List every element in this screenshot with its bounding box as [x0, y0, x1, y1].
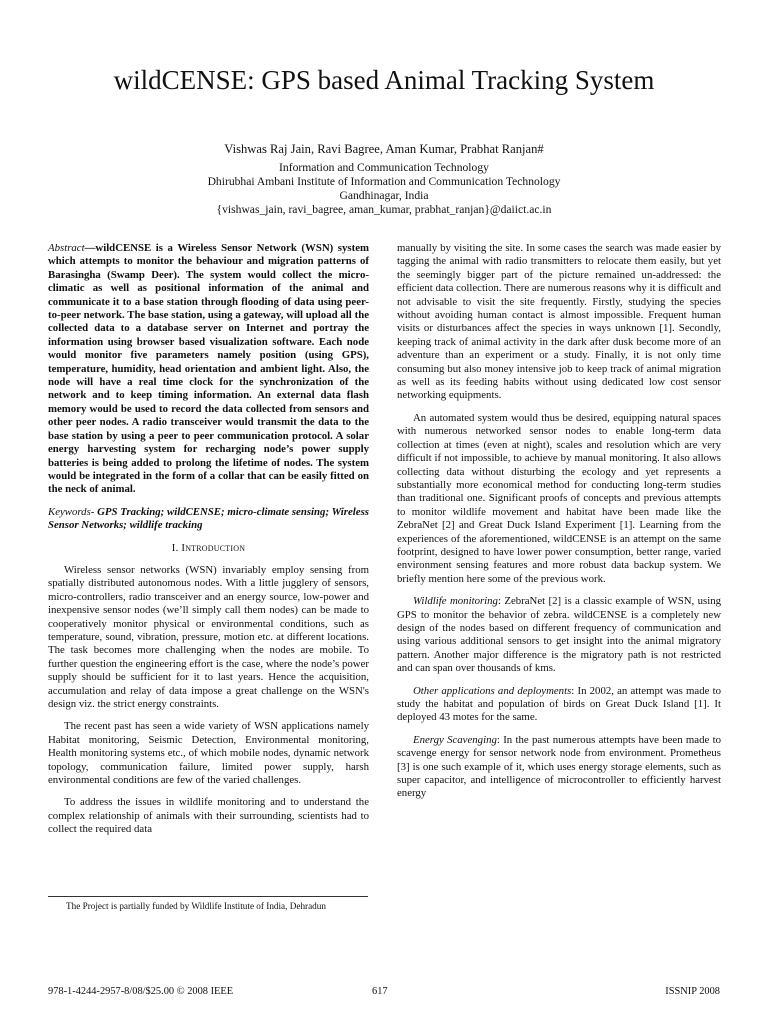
keywords-label: Keywords- — [48, 505, 95, 518]
body-paragraph — [397, 595, 721, 675]
body-paragraph: To address the issues in wildlife monitoring and to understand the complex relationship of animals with their surrounding, scientists had to collect the required data — [48, 796, 369, 836]
paragraph-lead: Energy Scavenging — [413, 733, 497, 746]
funding-footnote: The Project is partially funded by Wildlife Institute of India, Dehradun — [66, 901, 326, 911]
footnote-divider — [48, 896, 368, 897]
abstract-text: —wildCENSE is a Wireless Sensor Network (WSN) system which attempts to monitor the behaviour and migration patterns of Barasingha (Swamp Deer). The system would collect the micro-climatic as well as positional information of the animal and communicate it to a base station through flooding of data using peer-to-peer network. The base station, using a gateway, will upload all the collected data to a database server on Internet and portray the information using browser based visualization software. Each node would monitor five parameters namely position (using GPS), temperature, humidity, head orientation and ambient light. Also, the node will have a real time clock for the synchronization of the network and to keep timing information. An external data flash memory would be used to record the data collected from sensors and other peer nodes. A radio transceiver would transmit the data to the base station by using a peer to peer communication protocol. A solar energy harvesting system for recharging node’s power supply batteries is being added to prolong the lifetime of nodes. The system would be integrated in the form of a collar that can be easily fitted on the neck of animal. — [48, 242, 369, 496]
paragraph-text: : ZebraNet [2] is a classic example of WSN, using GPS to monitor the behavior of zebra. wildCENSE is a completely new design of the nodes based on different frequency of communication and using various additional sensors to get insight into the animal migratory pattern. Another major difference is the migratory path is not restricted and can span over thousands of kms. — [397, 595, 721, 675]
paragraph-lead: Wildlife monitoring — [413, 595, 498, 608]
paper-title: wildCENSE: GPS based Animal Tracking System — [113, 65, 655, 95]
body-paragraph: An automated system would thus be desired, equipping natural spaces with numerous networked sensor nodes to enable long-term data collection at times (even at night), scales and resolution which are very difficult if not impossible, to achieve by manual monitoring. It also allows collecting data without disturbing the ecology and yet represents a substantially more economical method for conducting long-term studies than traditional one. Significant proofs of concepts and previous attempts to monitor wildlife movement and habitat have been made like the ZebraNet [2] and Great Duck Island Experiment [1]. Learning from the experiences of the aforementioned, wildCENSE is an attempt on the same footprint, designed to have lower power consumption, better range, varied environment sensing features and more robust data backup system. We briefly mention here some of the previous work. — [397, 411, 721, 585]
body-paragraph: The recent past has seen a wide variety of WSN applications namely Habitat monitoring, Seismic Detection, Environmental monitoring, Health monitoring systems etc., of which mobile nodes, dynamic network topology, communication failure, limited power supply, harsh environmental conditions are few of the varied challenges. — [48, 720, 369, 787]
abstract — [48, 242, 369, 497]
abstract-label: Abstract — [48, 242, 85, 254]
body-paragraph: manually by visiting the site. In some cases the search was made easier by tagging the animal with radio transmitters to relocate them easily, but yet the seemingly bigger part of the picture remained un-addressed: the efficient data collection. There are numerous reasons why it is difficult and not advisable to visit the site frequently. Firstly, studying the species without avoiding human contact is almost impossible. Frequent human visits or disturbances affect the species in ways unknown [1]. Secondly, keeping track of animal activity in the dark after dusk become more of an adventure than an experiment or a study. Finally, it is not only time consuming but also money intensive job to keep track of animal migration as well as its feeding habits without using dedicated low cost sensor networking equipments. — [397, 242, 721, 402]
keywords — [48, 506, 369, 533]
right-column — [397, 242, 721, 810]
section-title: Introduction — [181, 541, 246, 554]
affiliation-line: Gandhinagar, India — [339, 189, 429, 202]
body-paragraph — [397, 734, 721, 801]
copyright-footer: 978-1-4244-2957-8/08/$25.00 © 2008 IEEE — [48, 986, 234, 997]
author-list: Vishwas Raj Jain, Ravi Bagree, Aman Kumar, Prabhat Ranjan# — [224, 142, 544, 156]
paragraph-text: : In 2002, an attempt was made to study the habitat and population of birds on Great Duck Island [1]. It deployed 43 motes for the same. — [397, 684, 721, 724]
affiliation-line: Information and Communication Technology — [279, 161, 489, 174]
body-paragraph — [397, 685, 721, 725]
paragraph-lead: Other applications and deployments — [413, 684, 572, 697]
body-paragraph: Wireless sensor networks (WSN) invariably employ sensing from spatially distributed autonomous nodes. With a little jugglery of sensors, micro-controllers, radio transceiver and an energy source, low-power and inexpensive sensor nodes (we’ll simply call them nodes) can be made to cooperatively monitor physical or environmental conditions, such as temperature, sound, vibration, pressure, motion etc. at different locations. The task becomes more challenging when the nodes are mobile. To further question the engineering effort is the case, where the node’s power supply should be sufficient for it to last years. Hence the acquisition, accumulation and relay of data impose a great challenge on the WSN's design viz. the strict energy constraints. — [48, 563, 369, 710]
page-number: 617 — [372, 986, 388, 997]
left-column — [48, 242, 369, 846]
keywords-text: GPS Tracking; wildCENSE; micro-climate sensing; Wireless Sensor Networks; wildlife tracking — [48, 505, 369, 532]
section-heading — [48, 542, 369, 555]
paragraph-text: : In the past numerous attempts have been made to scavenge energy for sensor network node from environment. Prometheus [3] is one such example of it, which uses energy storage elements, such as super capacitor, and intelligence of microcontroller to efficiently harvest energy — [397, 733, 722, 800]
author-emails: {vishwas_jain, ravi_bagree, aman_kumar, prabhat_ranjan}@daiict.ac.in — [216, 203, 552, 216]
conference-footer: ISSNIP 2008 — [665, 986, 720, 997]
affiliation-line: Dhirubhai Ambani Institute of Information and Communication Technology — [207, 175, 561, 188]
section-number: I. — [171, 541, 179, 554]
